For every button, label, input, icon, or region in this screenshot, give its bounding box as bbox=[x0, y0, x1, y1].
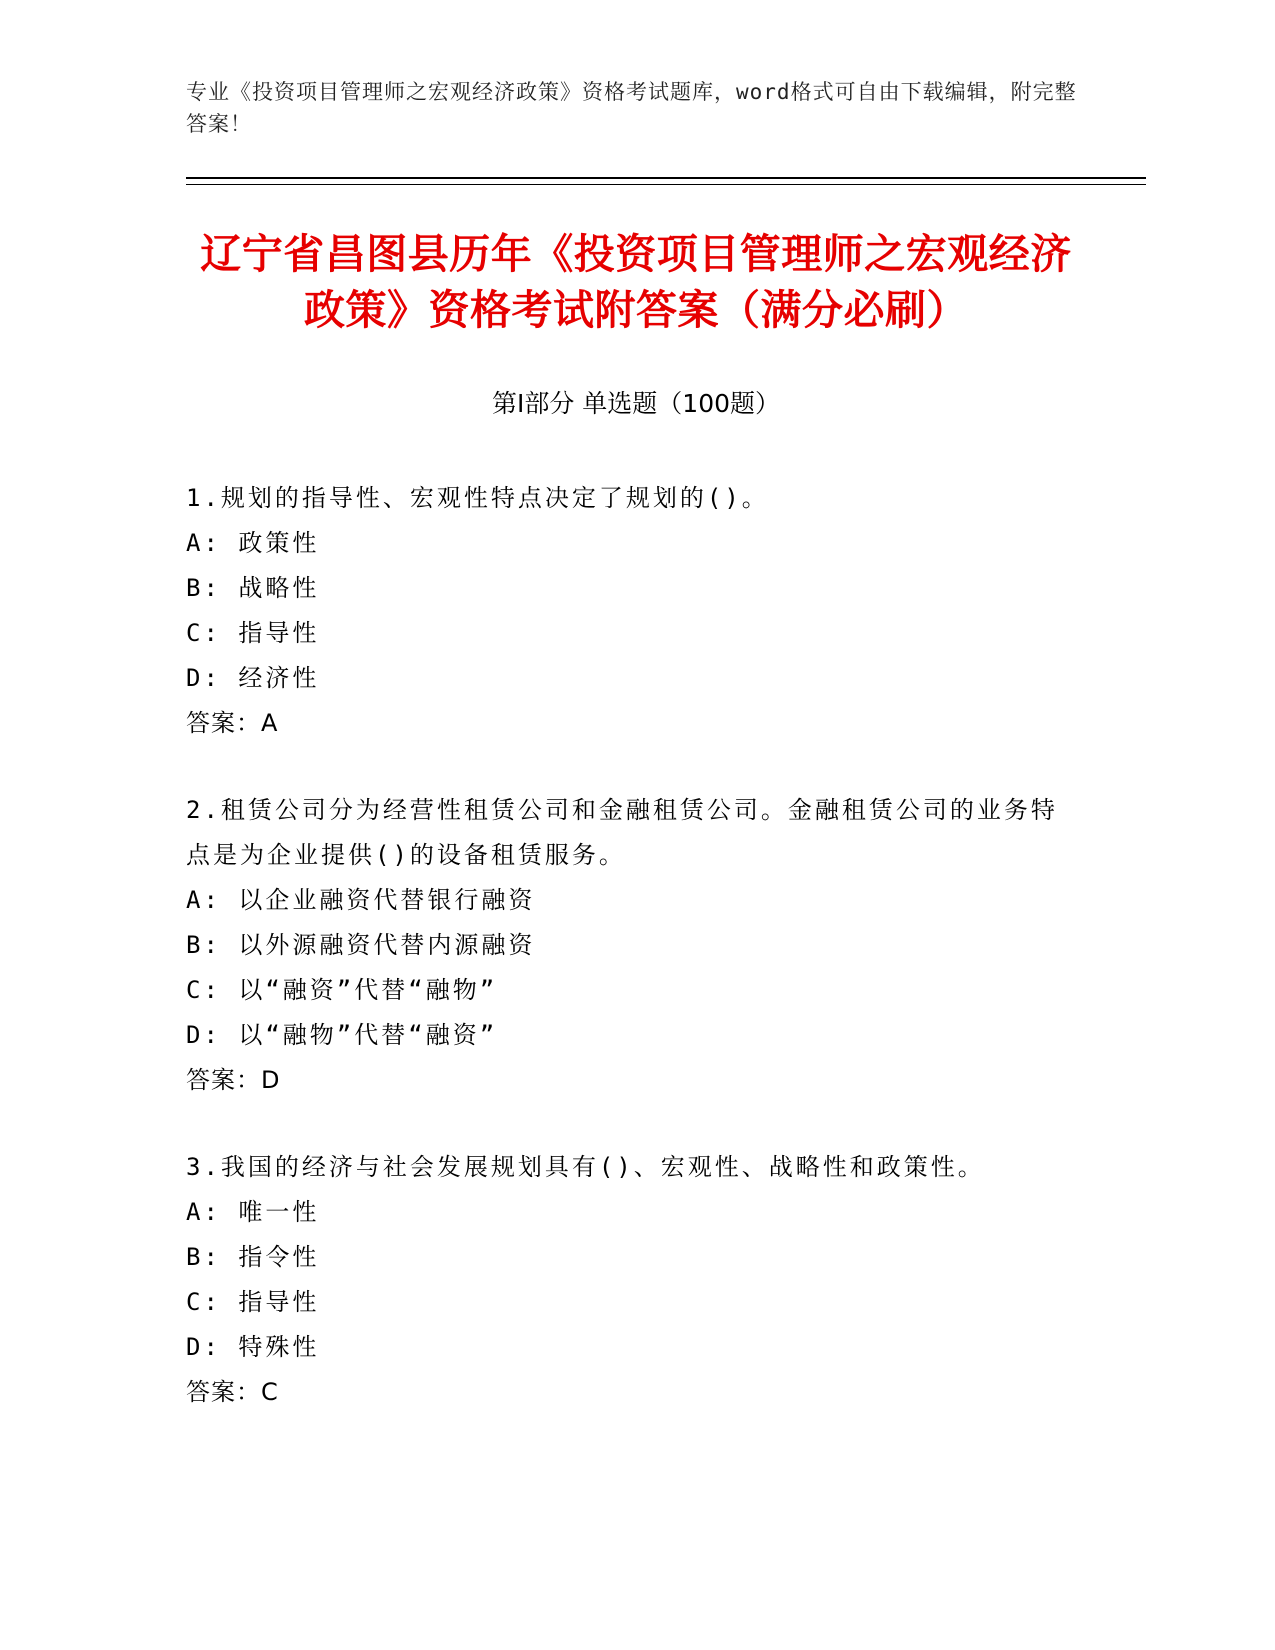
option-c: C: 指导性 bbox=[186, 619, 320, 647]
question-stem: 2.租赁公司分为经营性租赁公司和金融租赁公司。金融租赁公司的业务特点是为企业提供()的设备租赁服务。 bbox=[186, 796, 1058, 869]
question-1 bbox=[186, 476, 1066, 746]
header-divider-thick bbox=[186, 177, 1146, 179]
question-list bbox=[186, 476, 1066, 1457]
option-b: B: 以外源融资代替内源融资 bbox=[186, 931, 536, 959]
option-c: C: 以“融资”代替“融物” bbox=[186, 976, 498, 1004]
header-divider-thin bbox=[186, 184, 1146, 185]
option-a: A: 唯一性 bbox=[186, 1198, 320, 1226]
header-note: 专业《投资项目管理师之宏观经济政策》资格考试题库，word格式可自由下载编辑，附完整答案！ bbox=[186, 80, 1077, 136]
option-d: D: 特殊性 bbox=[186, 1333, 320, 1361]
option-b: B: 指令性 bbox=[186, 1243, 320, 1271]
question-stem: 3.我国的经济与社会发展规划具有()、宏观性、战略性和政策性。 bbox=[186, 1153, 985, 1181]
document-title: 辽宁省昌图县历年《投资项目管理师之宏观经济政策》资格考试附答案（满分必刷） bbox=[200, 230, 1072, 334]
answer: 答案：D bbox=[186, 1066, 281, 1094]
option-d: D: 经济性 bbox=[186, 664, 320, 692]
question-3 bbox=[186, 1145, 1066, 1415]
option-d: D: 以“融物”代替“融资” bbox=[186, 1021, 498, 1049]
option-c: C: 指导性 bbox=[186, 1288, 320, 1316]
option-a: A: 以企业融资代替银行融资 bbox=[186, 886, 536, 914]
answer: 答案：A bbox=[186, 709, 279, 737]
option-b: B: 战略性 bbox=[186, 574, 320, 602]
question-2 bbox=[186, 788, 1066, 1103]
question-stem: 1.规划的指导性、宏观性特点决定了规划的()。 bbox=[186, 484, 769, 512]
option-a: A: 政策性 bbox=[186, 529, 320, 557]
answer: 答案：C bbox=[186, 1378, 279, 1406]
section-heading: 第Ⅰ部分 单选题（100题） bbox=[491, 389, 781, 418]
